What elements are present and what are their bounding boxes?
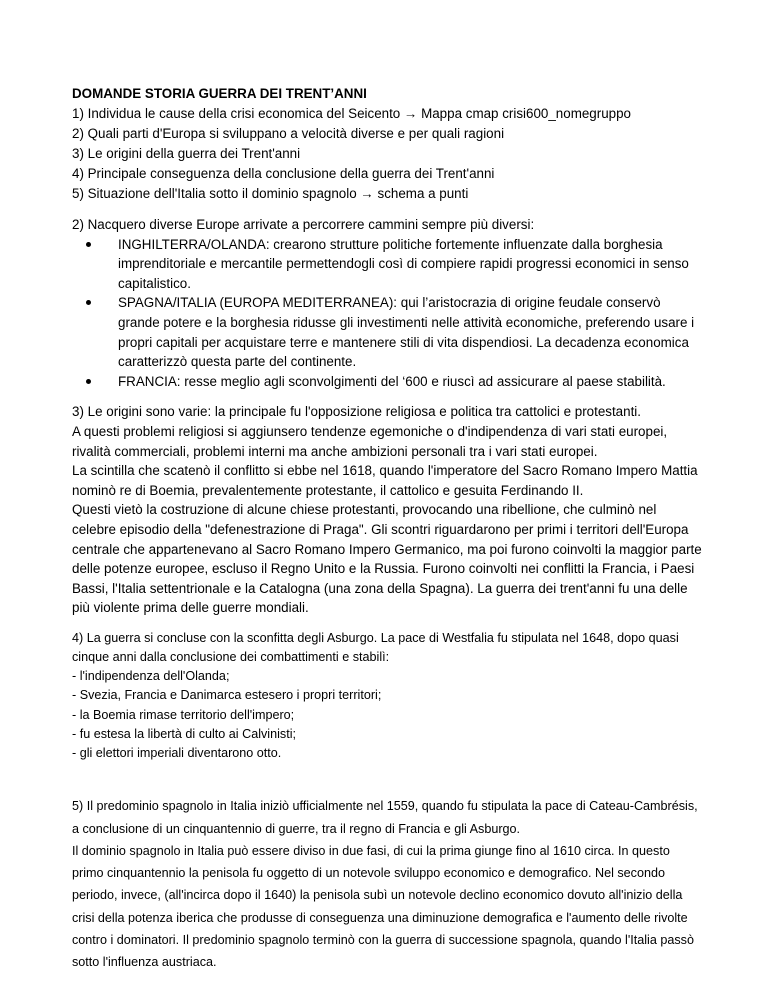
answer-4-item: - fu estesa la libertà di culto ai Calvinisti;	[72, 726, 296, 741]
questions-list	[72, 104, 702, 204]
answer-5-section	[72, 795, 702, 973]
answer-2-bullets	[72, 235, 702, 392]
bullet-icon	[86, 300, 91, 305]
answer-3-paragraph: 3) Le origini sono varie: la principale fu l'opposizione religiosa e politica tra cattolici e protestanti.	[72, 404, 641, 420]
answer-4-item: - Svezia, Francia e Danimarca estesero i propri territori;	[72, 688, 382, 703]
question-3: 3) Le origini della guerra dei Trent'anni	[72, 146, 301, 161]
document-title: DOMANDE STORIA GUERRA DEI TRENT’ANNI	[72, 86, 367, 101]
answer-2-section	[72, 215, 702, 391]
answer-4-item: - gli elettori imperiali diventarono otto.	[72, 746, 282, 761]
bullet-icon	[86, 242, 91, 247]
answer-5-paragraph: Il dominio spagnolo in Italia può essere diviso in due fasi, di cui la prima giunge fino al 1610 circa. In questo primo cinquantennio la penisola fu oggetto di un notevole sviluppo economico e demografico. Nel secondo periodo, invece, (all'incirca dopo il 1640) la penisola subì un notevole declino economico dovuto all'inizio della crisi della potenza iberica che produsse di conseguenza una diminuzione demografica e l'aumento delle rivolte contro i dominatori. Il predominio spagnolo terminò con la guerra di successione spagnola, quando l'Italia passò sotto l'influenza austriaca.	[72, 843, 694, 970]
bullet-text: INGHILTERRA/OLANDA: crearono strutture politiche fortemente influenzate dalla borghesia imprenditoriale e mercantile permettendogli così di compiere rapidi progressi economici in senso capitalistico.	[118, 236, 689, 291]
answer-2-intro: 2) Nacquero diverse Europe arrivate a percorrere cammini sempre più diversi:	[72, 217, 535, 232]
document-page	[72, 84, 702, 974]
bullet-item	[72, 293, 702, 371]
answer-3-section	[72, 402, 702, 618]
question-5: 5) Situazione dell'Italia sotto il dominio spagnolo → schema a punti	[72, 186, 469, 201]
answer-3-paragraph: Questi vietò la costruzione di alcune chiese protestanti, provocando una ribellione, che culminò nel celebre episodio della "defenestrazione di Praga". Gli scontri riguardarono per primi i territori dell'Europa centrale che appartenevano al Sacro Romano Impero Germanico, ma poi furono coinvolti la maggior parte delle potenze europee, escluso il Regno Unito e la Russia. Furono coinvolti nei conflitti la Francia, i Paesi Bassi, l'Italia settentrionale e la Catalogna (una zona della Spagna). La guerra dei trent'anni fu una delle più violente prima delle guerre mondiali.	[72, 502, 702, 616]
answer-3-paragraph: A questi problemi religiosi si aggiunsero tendenze egemoniche o d'indipendenza di vari stati europei, rivalità commerciali, problemi interni ma anche ambizioni personali tra i vari stati europei.	[72, 423, 668, 459]
bullet-icon	[86, 379, 91, 384]
answer-4-intro: 4) La guerra si concluse con la sconfitta degli Asburgo. La pace di Westfalia fu stipulata nel 1648, dopo quasi cinque anni dalla conclusione dei combattimenti e stabilì:	[72, 630, 679, 665]
answer-4-item: - l'indipendenza dell'Olanda;	[72, 669, 230, 684]
bullet-text: SPAGNA/ITALIA (EUROPA MEDITERRANEA): qui l’aristocrazia di origine feudale conservò grande potere e la borghesia ridusse gli investimenti nelle attività economiche, preferendo usare i propri capitali per acquistare terre e mantenere stili di vita dispendiosi. La decadenza economica caratterizzò questa parte del continente.	[118, 295, 695, 370]
answer-5-paragraph: 5) Il predominio spagnolo in Italia iniziò ufficialmente nel 1559, quando fu stipulata la pace di Cateau-Cambrésis, a conclusione di un cinquantennio di guerre, tra il regno di Francia e gli Asburgo.	[72, 799, 698, 836]
answer-4-item: - la Boemia rimase territorio dell'impero;	[72, 707, 295, 722]
question-4: 4) Principale conseguenza della conclusione della guerra dei Trent'anni	[72, 166, 495, 181]
bullet-item	[72, 235, 702, 294]
answer-3-paragraph: La scintilla che scatenò il conflitto si ebbe nel 1618, quando l'imperatore del Sacro Romano Impero Mattia nominò re di Boemia, prevalentemente protestante, il cattolico e gesuita Ferdinando II.	[72, 463, 698, 498]
bullet-text: FRANCIA: resse meglio agli sconvolgimenti del ‘600 e riuscì ad assicurare al paese stabilità.	[118, 373, 666, 389]
question-2: 2) Quali parti d'Europa si sviluppano a velocità diverse e per quali ragioni	[72, 126, 505, 141]
bullet-item	[72, 372, 702, 392]
question-1: 1) Individua le cause della crisi economica del Seicento → Mappa cmap crisi600_nomegruppo	[72, 106, 631, 121]
answer-4-section	[72, 629, 702, 763]
